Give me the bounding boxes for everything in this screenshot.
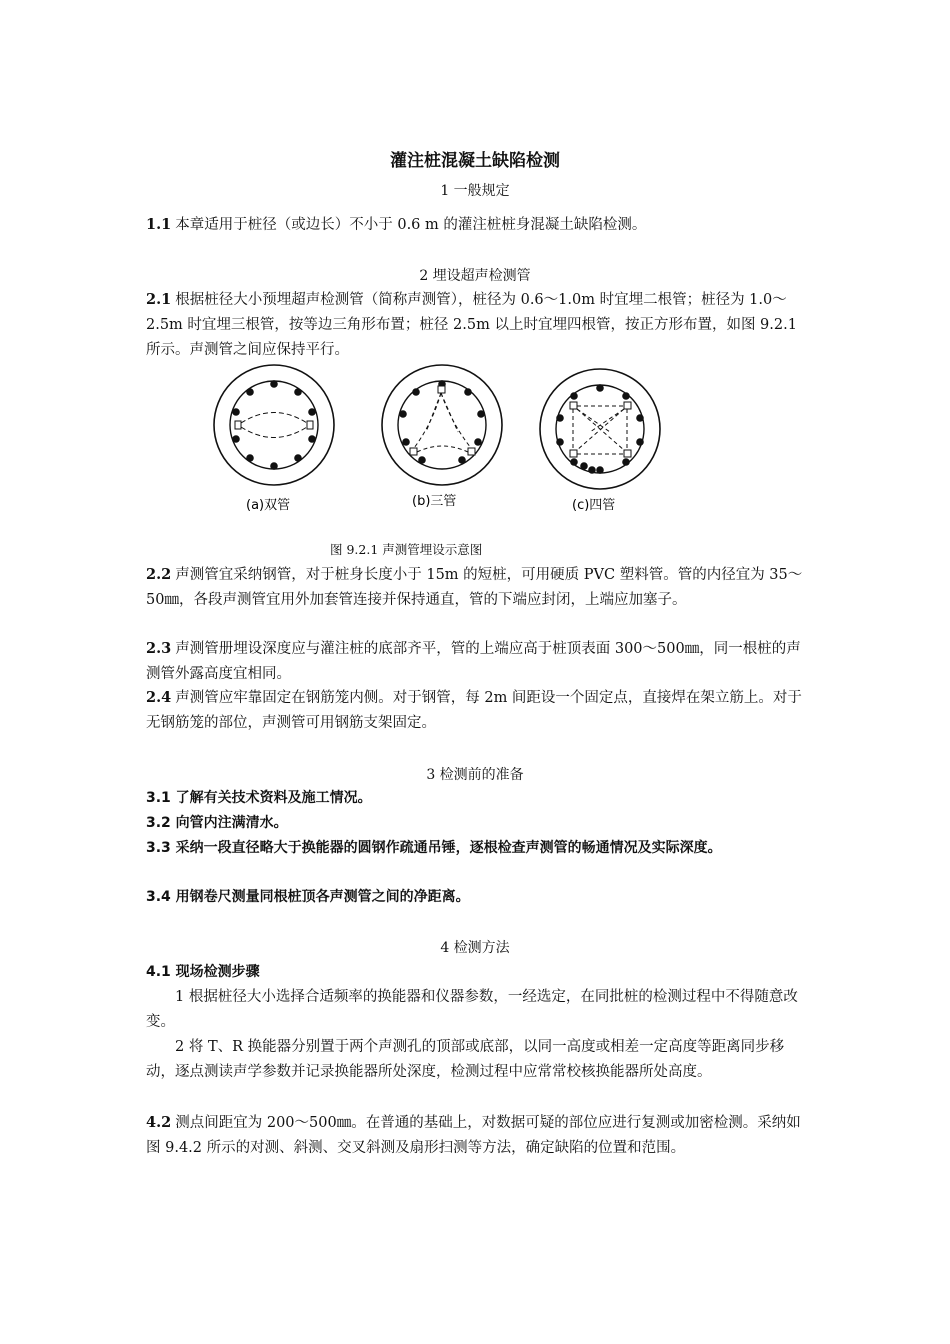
paragraph-2-4 xyxy=(146,685,806,736)
page-title: 灌注桩混凝土缺陷检测 xyxy=(390,151,560,171)
clause-number: 2.3 xyxy=(146,640,172,657)
section-3-heading: 3 检测前的准备 xyxy=(426,767,524,783)
clause-number: 2.2 xyxy=(146,566,172,583)
clause-text: 测点间距宜为 200～500㎜。在普通的基础上，对数据可疑的部位应进行复测或加密检测。采纳如图 9.4.2 所示的对测、斜测、交叉斜测及扇形扫测等方法，确定缺陷的位置和范围。 xyxy=(146,1115,801,1156)
figure-caption: 图 9.2.1 声测管埋设示意图 xyxy=(330,542,483,557)
paragraph-3-1: 3.1 了解有关技术资料及施工情况。 xyxy=(146,790,372,806)
clause-text: 声测管应牢靠固定在钢筋笼内侧。对于钢管，每 2m 间距设一个固定点，直接焊在架立筋上。对于无钢筋笼的部位，声测管可用钢筋支架固定。 xyxy=(146,690,802,731)
clause-number: 4.2 xyxy=(146,1114,172,1131)
paragraph-4-2 xyxy=(146,1110,806,1161)
paragraph-4-1-item-1: 1 根据桩径大小选择合适频率的换能器和仪器参数，一经选定，在同批桩的检测过程中不得随意改变。 xyxy=(146,989,798,1030)
paragraph-3-2: 3.2 向管内注满清水。 xyxy=(146,815,288,831)
triple-tube-diagram xyxy=(382,365,502,509)
section-2-heading: 2 埋设超声检测管 xyxy=(419,268,531,284)
clause-number: 2.1 xyxy=(146,291,172,308)
paragraph-1-1 xyxy=(146,212,806,238)
double-tube-diagram xyxy=(214,365,334,513)
clause-text: 声测管册埋设深度应与灌注桩的底部齐平，管的上端应高于桩顶表面 300～500㎜，同一根桩的声测管外露高度宜相同。 xyxy=(146,641,801,682)
paragraph-2-1 xyxy=(146,287,806,363)
fig-label-b: (b)三管 xyxy=(412,494,457,509)
clause-text: 声测管宜采纳钢管，对于桩身长度小于 15m 的短桩，可用硬质 PVC 塑料管。管的内径宜为 35～50㎜，各段声测管宜用外加套管连接并保持通直，管的下端应封闭，上端应加塞子。 xyxy=(146,567,803,608)
tube-layout-figure xyxy=(200,362,680,522)
clause-number: 2.4 xyxy=(146,689,172,706)
paragraph-3-3: 3.3 采纳一段直径略大于换能器的圆钢作疏通吊锤，逐根检查声测管的畅通情况及实际深度。 xyxy=(146,840,722,856)
clause-text: 根据桩径大小预埋超声检测管（简称声测管），桩径为 0.6～1.0m 时宜埋二根管；桩径为 1.0～2.5m 时宜埋三根管，按等边三角形布置；桩径 2.5m 以上时宜埋四根管，按正方形布置，如图 9.2.1 所示。声测管之间应保持平行。 xyxy=(146,292,797,358)
clause-number: 1.1 xyxy=(146,216,172,233)
paragraph-4-1-heading: 4.1 现场检测步骤 xyxy=(146,964,260,980)
quad-tube-diagram xyxy=(540,369,660,513)
paragraph-3-4: 3.4 用钢卷尺测量同根桩顶各声测管之间的净距离。 xyxy=(146,889,470,905)
paragraph-2-2 xyxy=(146,562,806,613)
fig-label-c: (c)四管 xyxy=(572,498,616,513)
paragraph-4-1-item-2: 2 将 T、R 换能器分别置于两个声测孔的顶部或底部，以同一高度或相差一定高度等距离同步移动，逐点测读声学参数并记录换能器所处深度，检测过程中应常常校核换能器所处高度。 xyxy=(146,1039,785,1080)
fig-label-a: (a)双管 xyxy=(246,498,291,513)
clause-text: 本章适用于桩径（或边长）不小于 0.6 m 的灌注桩桩身混凝土缺陷检测。 xyxy=(175,217,647,233)
section-1-heading: 1 一般规定 xyxy=(440,183,510,199)
paragraph-2-3 xyxy=(146,636,806,687)
section-4-heading: 4 检测方法 xyxy=(440,940,510,956)
